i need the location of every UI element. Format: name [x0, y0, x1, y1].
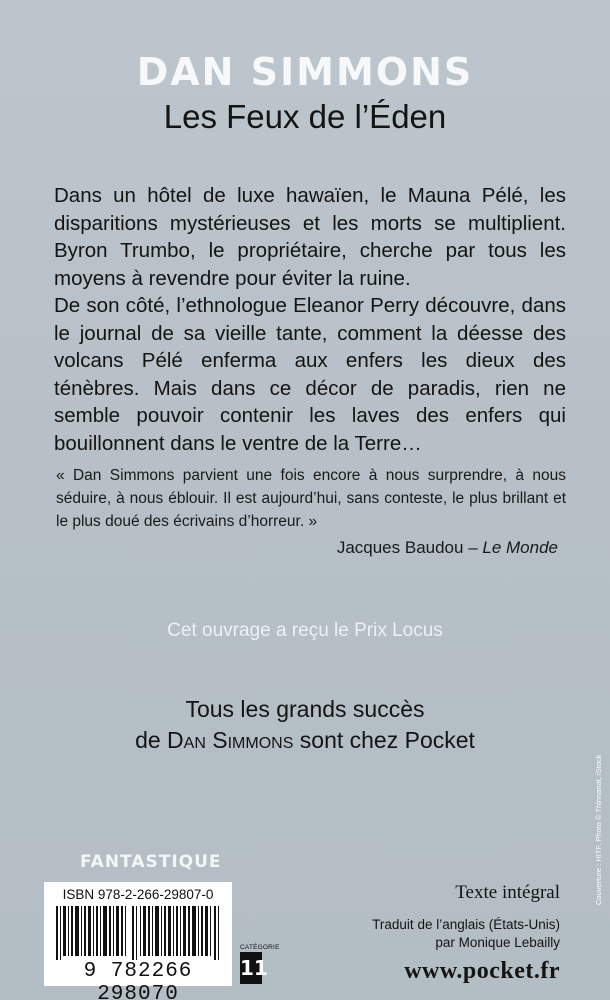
translation-line-1: Traduit de l’anglais (États-Unis) [372, 917, 560, 932]
quote-publication: Le Monde [482, 538, 558, 557]
barcode-area [44, 882, 232, 1000]
pocket-promo-post: sont chez Pocket [293, 727, 475, 753]
category-label: CATÉGORIE [240, 944, 280, 951]
award-text: Cet ouvrage a reçu le Prix Locus [167, 620, 443, 641]
translation-credit [372, 916, 560, 952]
synopsis-paragraph-2: De son côté, l’ethnologue Eleanor Perry découvre, dans le journal de sa vieille tante, comment la déesse des volcans Pélé enferma aux enfers les dieux des ténèbres. Mais dans ce décor de paradis, rien ne semble pouvoir contenir les laves des enfers qui bouillonnent dans le ventre de la Terre… [54, 294, 566, 455]
barcode-digits: 9 782266 298070 [83, 960, 193, 1000]
book-title: Les Feux de l’Éden [163, 98, 447, 135]
category-number: 11 [240, 952, 262, 984]
press-quote: « Dan Simmons parvient une fois encore à nous surprendre, à nous séduire, à nous éblouir. Il est aujourd’hui, sans conteste, le plus brillant et le plus doué des écrivains d’horreur. » [56, 467, 566, 530]
genre-label: FANTASTIQUE [80, 852, 222, 872]
pocket-promo-line-1: Tous les grands succès [185, 696, 425, 722]
author-name: DAN SIMMONS [136, 50, 474, 94]
pocket-promo-line-2 [0, 725, 610, 756]
synopsis-paragraph-1: Dans un hôtel de luxe hawaïen, le Mauna Pélé, les disparitions mystérieuses et les morts se multiplient. Byron Trumbo, le propriétaire, cherche par tous les moyens à revendre pour éviter la ruine. [54, 184, 566, 290]
synopsis [54, 182, 566, 457]
quote-source [337, 538, 558, 558]
pocket-promo-author: Dan Simmons [167, 727, 294, 753]
translation-line-2: par Monique Lebailly [435, 935, 560, 950]
publisher-website[interactable]: www.pocket.fr [404, 958, 560, 984]
cover-credits: Couverture : HITF. Photo © Thinnanat, iStock [594, 754, 603, 905]
pocket-promo-pre: de [135, 727, 168, 753]
isbn-text: ISBN 978-2-266-29807-0 [62, 887, 214, 902]
pocket-promo [0, 694, 610, 756]
barcode-icon [54, 906, 222, 960]
full-text-label: Texte intégral [455, 882, 560, 903]
quote-author: Jacques Baudou – [336, 538, 483, 557]
